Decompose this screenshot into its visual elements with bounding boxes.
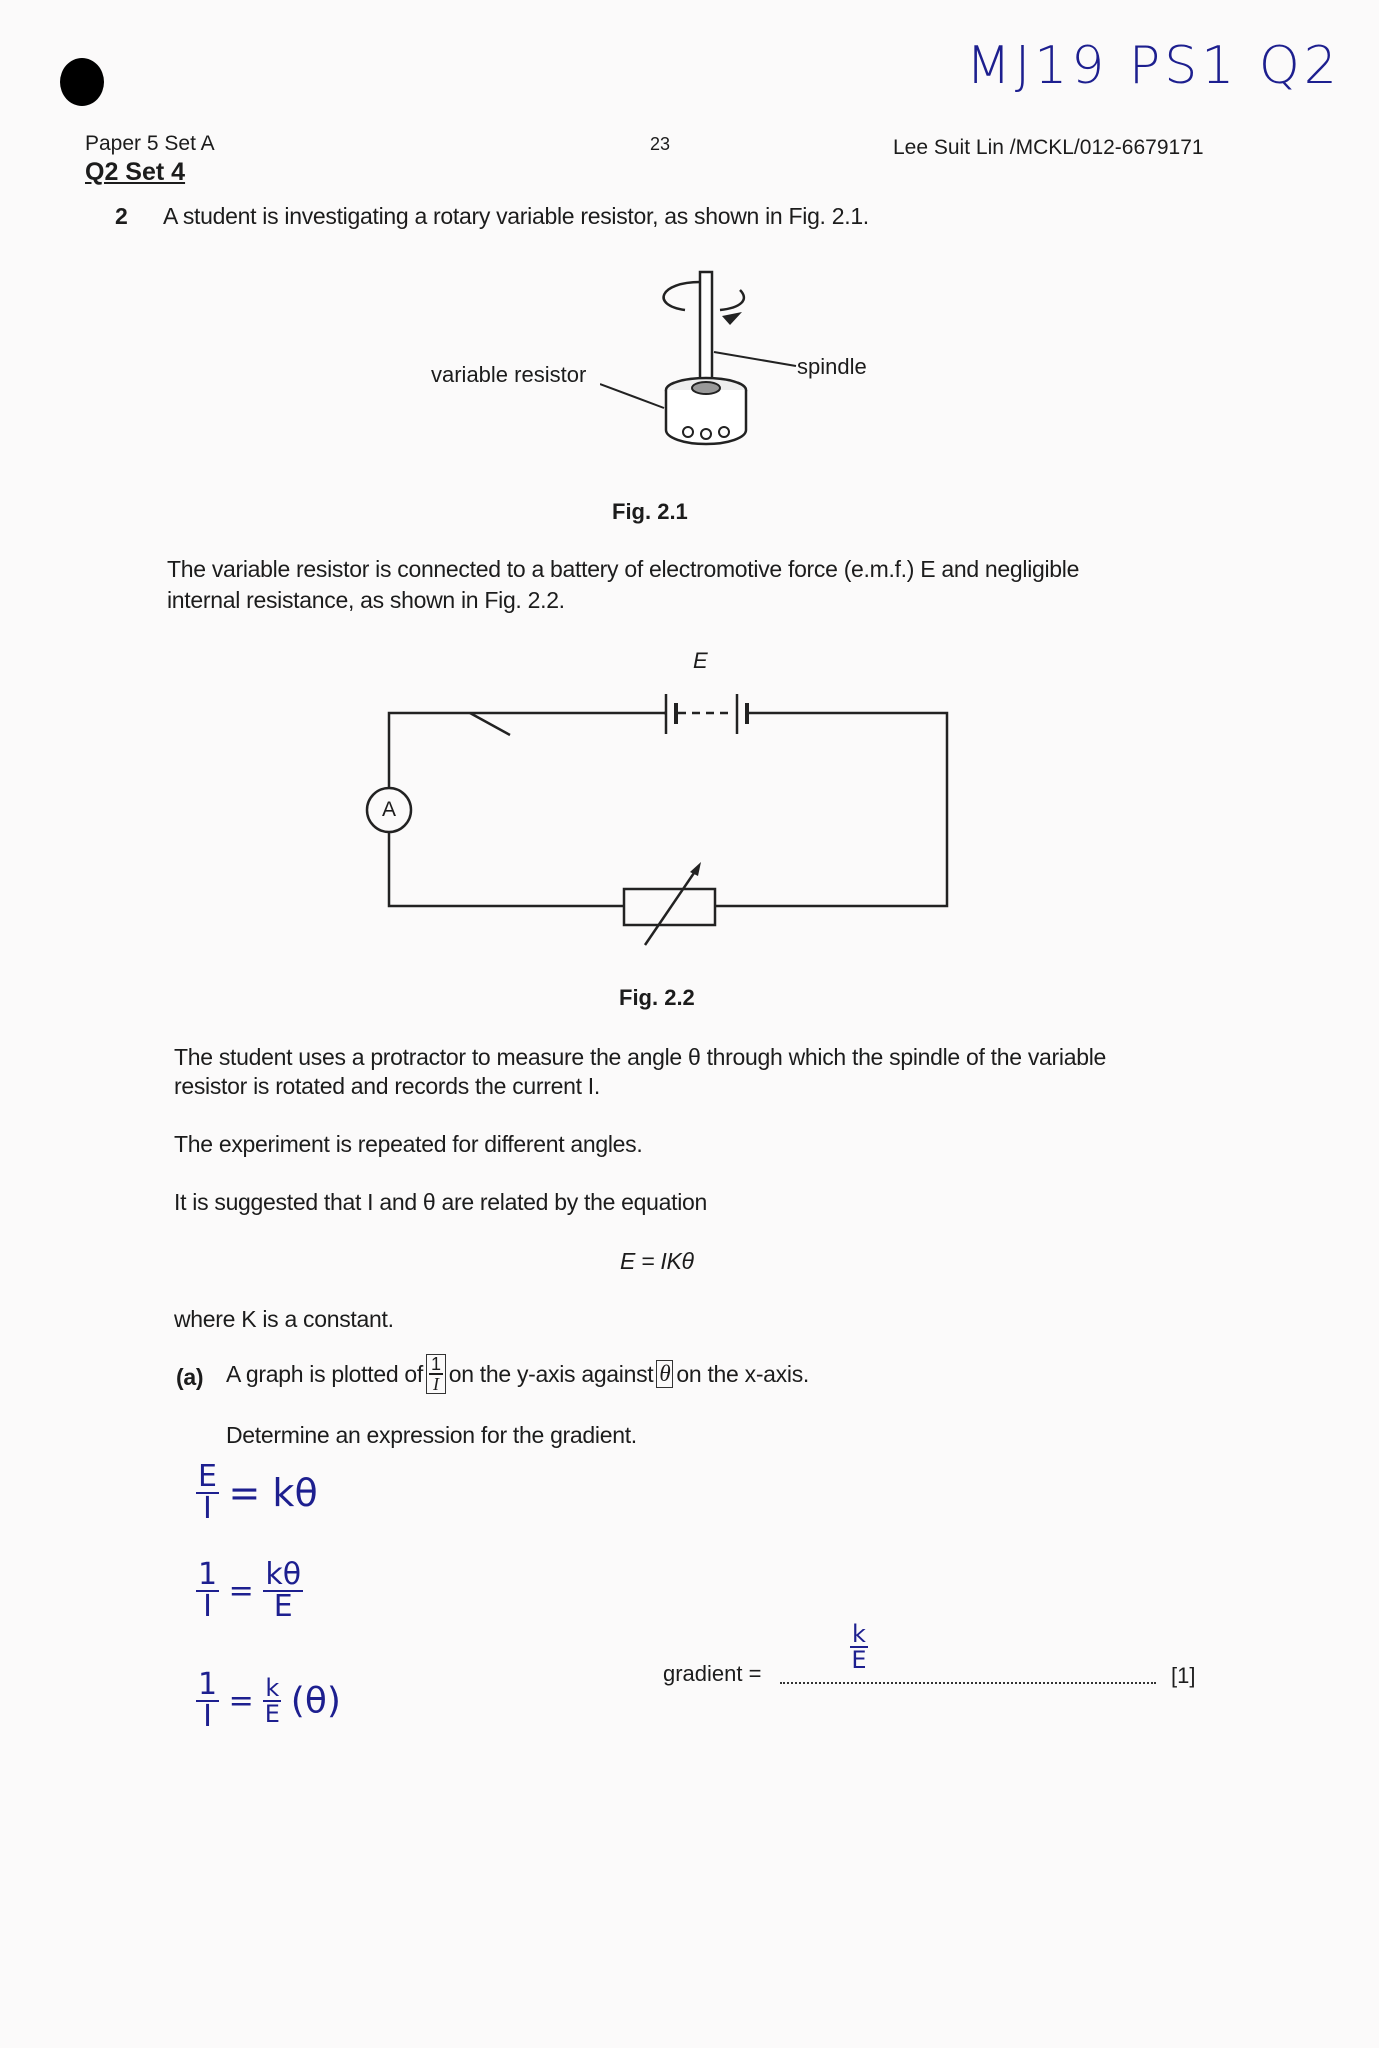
working-line-1: $\frac{E}{I}$ = kθ [198,1459,318,1526]
fig1-caption: Fig. 2.1 [612,499,688,524]
hole-punch-mark [60,58,104,106]
y-variable-fraction: $\frac{1}{I}$ [426,1354,446,1394]
set-label: Q2 Set 4 [85,158,186,186]
part-a-label: (a) [176,1364,204,1390]
paragraph-2-line-2: resistor is rotated and records the current I. [174,1073,600,1099]
part-a-text-start: A graph is plotted of [226,1360,424,1387]
part-a-text-end: on the x-axis. [676,1360,809,1387]
paragraph-1-line-2: internal resistance, as shown in Fig. 2.2. [167,587,565,613]
label-variable-resistor: variable resistor [431,362,587,387]
equation: E = IKθ [620,1248,694,1274]
variable-arrow [645,870,696,945]
question-number: 2 [115,203,128,229]
part-a-text [226,1354,809,1394]
question-intro: A student is investigating a rotary variable resistor, as shown in Fig. 2.1. [163,203,869,229]
part-a-text-mid: on the y-axis against [448,1360,654,1387]
handwritten-title: MJ19 PS1 Q2 [966,36,1341,96]
ammeter-label: A [382,798,397,821]
working-line-2: $\frac{1}{I}$ = $\frac{k\theta}{E}$ [198,1557,302,1624]
part-a-instruction: Determine an expression for the gradient. [226,1422,637,1448]
emf-label: E [693,648,708,673]
paragraph-2-line-1: The student uses a protractor to measure the angle θ through which the spindle of the variable [174,1044,1106,1070]
header-right: Lee Suit Lin /MCKL/012-6679171 [893,136,1204,159]
page-number: 23 [650,134,671,154]
rotary-resistor-figure [600,260,820,460]
gradient-label: gradient = [663,1661,762,1686]
working-line-3: $\frac{1}{I}$ = $\frac{k}{E}$ (θ) [198,1667,341,1734]
fig2-caption: Fig. 2.2 [619,985,695,1010]
x-variable: θ [656,1360,673,1388]
paragraph-3: The experiment is repeated for different angles. [174,1131,643,1157]
paragraph-5: where K is a constant. [174,1306,394,1332]
paragraph-4: It is suggested that I and θ are related by the equation [174,1189,708,1215]
paragraph-1-line-1: The variable resistor is connected to a battery of electromotive force (e.m.f.) E and negligible [167,556,1080,582]
label-spindle: spindle [797,354,867,379]
answer-dotted-line[interactable] [780,1682,1156,1684]
marks: [1] [1171,1663,1196,1688]
header-left: Paper 5 Set A [85,132,215,155]
circuit-diagram [360,690,980,950]
switch-icon [470,713,510,735]
gradient-answer: $\frac{k}{E}$ [851,1620,867,1674]
